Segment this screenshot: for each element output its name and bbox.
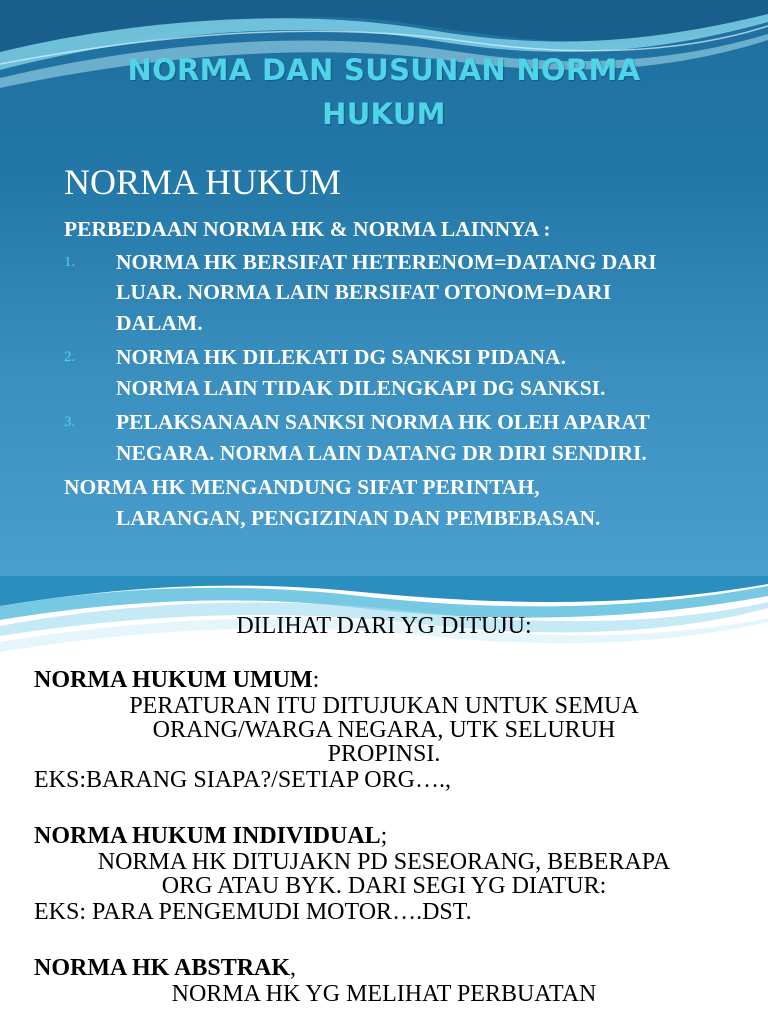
- list-number: 3.: [64, 414, 76, 430]
- slide-title-line-1: NORMA DAN SUSUNAN NORMA: [127, 53, 641, 87]
- section-heading: NORMA HUKUM: [64, 162, 342, 202]
- list-text-line: DALAM.: [116, 310, 203, 335]
- intro-text: PERBEDAAN NORMA HK & NORMA LAINNYA :: [64, 217, 551, 241]
- slide-body: [64, 214, 754, 533]
- section-label: [0, 666, 768, 694]
- list-number: 1.: [64, 253, 76, 270]
- section-label: [0, 954, 768, 982]
- closing-line-2: LARANGAN, PENGIZINAN DAN PEMBEBASAN.: [116, 505, 601, 530]
- section-label-text: NORMA HK ABSTRAK: [34, 955, 291, 981]
- list-text-line: NEGARA. NORMA LAIN DATANG DR DIRI SENDIRI.: [116, 440, 647, 465]
- section-label-punct: ,: [290, 955, 297, 981]
- section-desc-line: ORANG/WARGA NEGARA, UTK SELURUH: [152, 717, 616, 743]
- slide-title: [0, 48, 768, 136]
- section-desc-line: ORG ATAU BYK. DARI SEGI YG DIATUR:: [161, 873, 607, 899]
- section-label-punct: :: [312, 667, 320, 693]
- slide-2-content: [0, 614, 768, 1006]
- section-desc-line: PERATURAN ITU DITUJUKAN UNTUK SEMUA: [129, 693, 639, 719]
- list-item: [64, 407, 754, 468]
- list-text-line: NORMA HK DILEKATI DG SANKSI PIDANA.: [116, 345, 566, 369]
- section-desc-line: NORMA HK DITUJAKN PD SESEORANG, BEBERAPA: [97, 849, 671, 875]
- list-item: [64, 342, 754, 403]
- section-label: [0, 822, 768, 850]
- slide-2: [0, 576, 768, 1024]
- list-item: [64, 247, 754, 339]
- section-example: EKS:BARANG SIAPA?/SETIAP ORG….,: [34, 767, 451, 793]
- slide-title-line-2: HUKUM: [322, 97, 446, 131]
- section-example: EKS: PARA PENGEMUDI MOTOR….DST.: [34, 899, 472, 925]
- section-label-punct: ;: [380, 823, 388, 849]
- slide-2-subtitle: DILIHAT DARI YG DITUJU:: [236, 613, 532, 639]
- closing-text: [64, 472, 754, 533]
- section-desc-line: NORMA HK YG MELIHAT PERBUATAN: [171, 981, 597, 1007]
- section-label-text: NORMA HUKUM INDIVIDUAL: [34, 823, 381, 849]
- section-label-text: NORMA HUKUM UMUM: [34, 667, 313, 693]
- list-number: 2.: [64, 349, 76, 365]
- list-text-line: PELAKSANAAN SANKSI NORMA HK OLEH APARAT: [116, 410, 650, 434]
- list-text-line: NORMA LAIN TIDAK DILENGKAPI DG SANKSI.: [116, 375, 606, 400]
- list-text-line: NORMA HK BERSIFAT HETERENOM=DATANG DARI: [116, 249, 657, 274]
- section-desc-line: PROPINSI.: [327, 741, 441, 767]
- list-text-line: LUAR. NORMA LAIN BERSIFAT OTONOM=DARI: [116, 280, 612, 304]
- closing-line-1: NORMA HK MENGANDUNG SIFAT PERINTAH,: [64, 475, 540, 499]
